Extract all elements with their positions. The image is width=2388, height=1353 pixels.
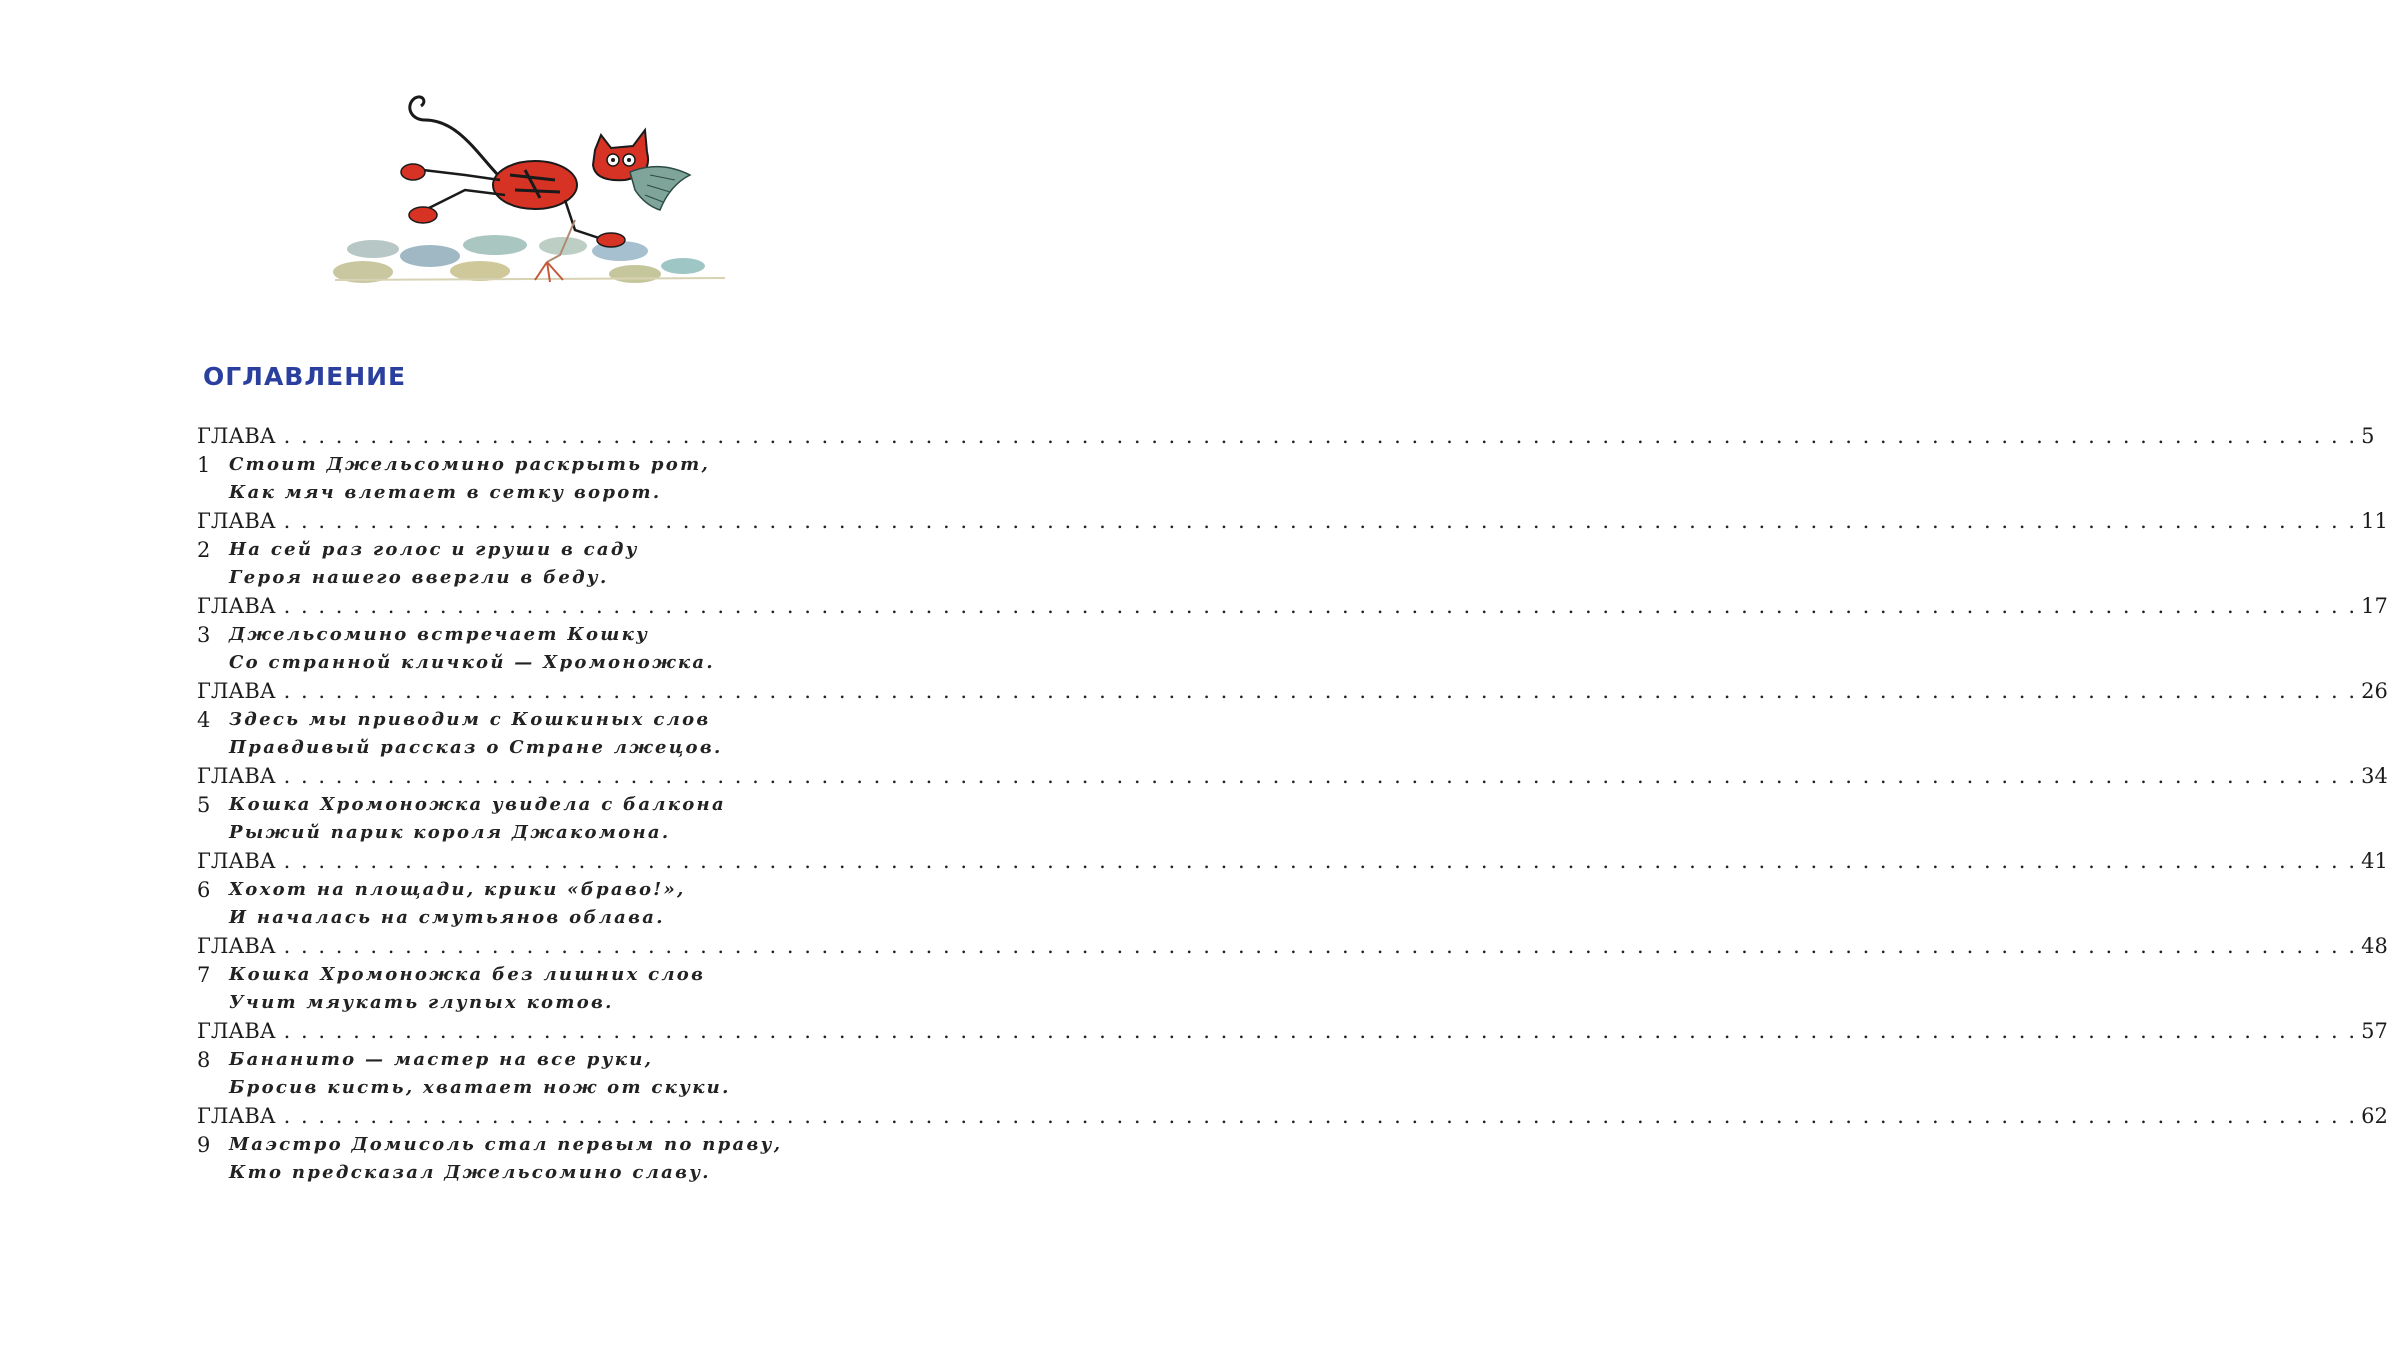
- dot-leader: . . . . . . . . . . . . . . . . . . . . . . . . . . . . . . . . . . . . . . . . . . . . . . . . . . . . . . . . . . . . . . . . . . . . . . . . . . . . . . . . . . . . . . . . . . . . . . . . . . . . . . . . . . . . . . . . . . . . . . . .: [283, 849, 2358, 873]
- dot-leader: . . . . . . . . . . . . . . . . . . . . . . . . . . . . . . . . . . . . . . . . . . . . . . . . . . . . . . . . . . . . . . . . . . . . . . . . . . . . . . . . . . . . . . . . . . . . . . . . . . . . . . . . . . . . . . . . . . . . . . . .: [283, 424, 2358, 448]
- chapter-verse-line: Хохот на площади, крики «браво!»,: [229, 879, 686, 900]
- page-number: 41: [2361, 849, 2388, 873]
- chapter-label: ГЛАВА 8: [197, 1019, 276, 1072]
- page-number: 57: [2361, 1019, 2388, 1043]
- chapter-verse-line: Кошка Хромоножка без лишних слов: [229, 964, 706, 985]
- page-number: 26: [2361, 679, 2388, 703]
- cat-with-fish-illustration: [315, 80, 745, 300]
- chapter-verse-line: Как мяч влетает в сетку ворот.: [229, 482, 662, 503]
- chapter-verse-line: Со странной кличкой — Хромоножка.: [229, 652, 715, 673]
- dot-leader: . . . . . . . . . . . . . . . . . . . . . . . . . . . . . . . . . . . . . . . . . . . . . . . . . . . . . . . . . . . . . . . . . . . . . . . . . . . . . . . . . . . . . . . . . . . . . . . . . . . . . . . . . . . . . . . . . . . . . . . .: [283, 509, 2358, 533]
- chapter-label: ГЛАВА 1: [197, 424, 276, 477]
- page-number: 17: [2361, 594, 2388, 618]
- toc-title: ОГЛАВЛЕНИЕ: [203, 362, 407, 391]
- page-number: 34: [2361, 764, 2388, 788]
- chapter-verse-line: Стоит Джельсомино раскрыть рот,: [229, 454, 711, 475]
- page-number: 62: [2361, 1104, 2388, 1128]
- chapter-verse-line: Маэстро Домисоль стал первым по праву,: [229, 1134, 783, 1155]
- chapter-label: ГЛАВА 6: [197, 849, 276, 902]
- dot-leader: . . . . . . . . . . . . . . . . . . . . . . . . . . . . . . . . . . . . . . . . . . . . . . . . . . . . . . . . . . . . . . . . . . . . . . . . . . . . . . . . . . . . . . . . . . . . . . . . . . . . . . . . . . . . . . . . . . . . . . . .: [283, 934, 2358, 958]
- chapter-verse-line: Здесь мы приводим с Кошкиных слов: [229, 709, 711, 730]
- chapter-verse-line: Учит мяукать глупых котов.: [229, 992, 614, 1013]
- chapter-verse-line: Героя нашего ввергли в беду.: [229, 567, 609, 588]
- chapter-label: ГЛАВА 3: [197, 594, 276, 647]
- dot-leader: . . . . . . . . . . . . . . . . . . . . . . . . . . . . . . . . . . . . . . . . . . . . . . . . . . . . . . . . . . . . . . . . . . . . . . . . . . . . . . . . . . . . . . . . . . . . . . . . . . . . . . . . . . . . . . . . . . . . . . . .: [283, 594, 2358, 618]
- chapter-verse-line: Кто предсказал Джельсомино славу.: [229, 1162, 711, 1183]
- chapter-verse-line: Кошка Хромоножка увидела с балкона: [229, 794, 726, 815]
- chapter-label: ГЛАВА 9: [197, 1104, 276, 1157]
- stones: [333, 235, 725, 283]
- table-of-contents: [197, 422, 2388, 1187]
- chapter-verse-line: Бросив кисть, хватает нож от скуки.: [229, 1077, 731, 1098]
- page-number: 11: [2361, 509, 2388, 533]
- dot-leader: . . . . . . . . . . . . . . . . . . . . . . . . . . . . . . . . . . . . . . . . . . . . . . . . . . . . . . . . . . . . . . . . . . . . . . . . . . . . . . . . . . . . . . . . . . . . . . . . . . . . . . . . . . . . . . . . . . . . . . . .: [283, 1019, 2358, 1043]
- page-number: 5: [2361, 424, 2375, 448]
- chapter-verse-line: Бананито — мастер на все руки,: [229, 1049, 654, 1070]
- chapter-verse-line: Джельсомино встречает Кошку: [229, 624, 650, 645]
- chapter-verse-line: Рыжий парик короля Джакомона.: [229, 822, 671, 843]
- dot-leader: . . . . . . . . . . . . . . . . . . . . . . . . . . . . . . . . . . . . . . . . . . . . . . . . . . . . . . . . . . . . . . . . . . . . . . . . . . . . . . . . . . . . . . . . . . . . . . . . . . . . . . . . . . . . . . . . . . . . . . . .: [283, 679, 2358, 703]
- dot-leader: . . . . . . . . . . . . . . . . . . . . . . . . . . . . . . . . . . . . . . . . . . . . . . . . . . . . . . . . . . . . . . . . . . . . . . . . . . . . . . . . . . . . . . . . . . . . . . . . . . . . . . . . . . . . . . . . . . . . . . . .: [283, 764, 2358, 788]
- chapter-label: ГЛАВА 7: [197, 934, 276, 987]
- chapter-verse-line: Правдивый рассказ о Стране лжецов.: [229, 737, 723, 758]
- chapter-verse-line: И началась на смутьянов облава.: [229, 907, 665, 928]
- chapter-verse-line: На сей раз голос и груши в саду: [229, 539, 639, 560]
- chapter-label: ГЛАВА 2: [197, 509, 276, 562]
- chapter-label: ГЛАВА 4: [197, 679, 276, 732]
- chapter-label: ГЛАВА 5: [197, 764, 276, 817]
- dot-leader: . . . . . . . . . . . . . . . . . . . . . . . . . . . . . . . . . . . . . . . . . . . . . . . . . . . . . . . . . . . . . . . . . . . . . . . . . . . . . . . . . . . . . . . . . . . . . . . . . . . . . . . . . . . . . . . . . . . . . . . .: [283, 1104, 2358, 1128]
- page-number: 48: [2361, 934, 2388, 958]
